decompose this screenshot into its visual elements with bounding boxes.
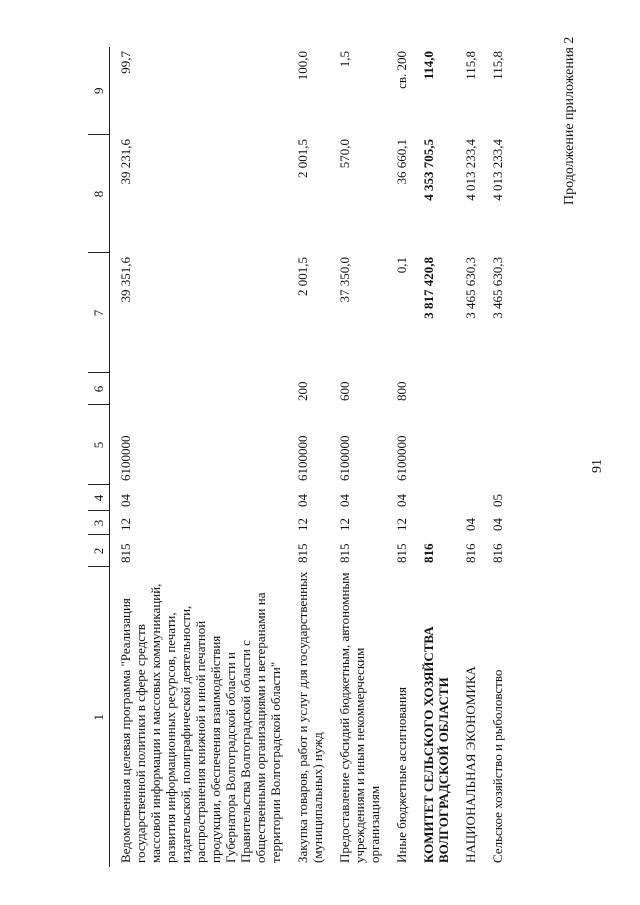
row-code-4: 04 (118, 494, 133, 507)
header-col-9: 9 (88, 47, 110, 135)
table-row (287, 47, 329, 867)
row-code-4: 04 (295, 494, 310, 507)
row-code-5 (455, 405, 482, 485)
row-code-3: 04 (490, 518, 505, 531)
row-code-4 (413, 485, 455, 511)
row-code-2: 815 (394, 543, 409, 563)
header-col-8: 8 (88, 135, 110, 253)
row-code-2: 816 (463, 543, 478, 563)
row-code-5 (482, 405, 509, 485)
table-row (386, 47, 413, 867)
row-code-6: 200 (295, 381, 310, 401)
row-name: Предоставление субсидий бюджетным, автономным учреждениям и иным некоммерческим организациям (337, 572, 382, 863)
row-code-5: 6100000 (394, 435, 409, 481)
row-value-8: 4 013 233,4 (463, 139, 478, 201)
table-row (482, 47, 509, 867)
row-value-7: 2 001,5 (295, 257, 310, 296)
row-code-3: 04 (463, 518, 478, 531)
row-name: КОМИТЕТ СЕЛЬСКОГО ХОЗЯЙСТВА ВОЛГОГРАДСКОЙ ОБЛАСТИ (421, 626, 451, 863)
row-value-8: 4 013 233,4 (490, 139, 505, 201)
row-name: Сельское хозяйство и рыболовство (490, 669, 505, 863)
header-col-6: 6 (88, 373, 110, 405)
row-code-4: 05 (490, 494, 505, 507)
table-row (413, 47, 455, 867)
header-col-4: 4 (88, 485, 110, 511)
row-value-9: 99,7 (118, 51, 133, 74)
row-value-7: 39 351,6 (118, 257, 133, 303)
row-name: НАЦИОНАЛЬНАЯ ЭКОНОМИКА (463, 666, 478, 863)
row-name: Закупка товаров, работ и услуг для государственных (муниципальных) нужд (295, 571, 325, 863)
header-col-2: 2 (88, 535, 110, 567)
row-code-4 (455, 485, 482, 511)
row-value-8: 570,0 (337, 139, 352, 169)
header-col-3: 3 (88, 511, 110, 535)
budget-table (88, 47, 509, 867)
row-code-6 (110, 373, 288, 405)
row-value-9: 1,5 (337, 51, 352, 68)
row-code-6 (482, 373, 509, 405)
row-value-8: 4 353 705,5 (421, 139, 436, 201)
row-code-2: 816 (490, 543, 505, 563)
row-code-4: 04 (337, 494, 352, 507)
row-value-7: 0,1 (394, 257, 409, 274)
row-code-2: 815 (337, 543, 352, 563)
page-number: 91 (590, 459, 605, 473)
row-code-4: 04 (394, 494, 409, 507)
row-value-9: 115,8 (463, 51, 478, 80)
row-code-5 (413, 405, 455, 485)
header-col-1: 1 (88, 567, 110, 867)
row-value-9: 100,0 (295, 51, 310, 81)
row-code-3: 12 (394, 518, 409, 531)
row-value-7: 3 465 630,3 (463, 257, 478, 319)
row-code-3: 12 (118, 518, 133, 531)
row-code-5: 6100000 (337, 435, 352, 481)
row-value-9: 114,0 (421, 51, 436, 80)
row-value-7: 3 817 420,8 (421, 257, 436, 319)
row-code-6: 600 (337, 381, 352, 401)
row-code-3: 12 (337, 518, 352, 531)
header-col-5: 5 (88, 405, 110, 485)
row-value-7: 3 465 630,3 (490, 257, 505, 319)
row-value-8: 36 660,1 (394, 139, 409, 185)
row-value-8: 2 001,5 (295, 139, 310, 178)
row-code-2: 815 (118, 543, 133, 563)
table-row (329, 47, 386, 867)
row-code-2: 816 (421, 543, 436, 563)
row-code-6 (413, 373, 455, 405)
table-row (110, 47, 288, 867)
row-value-7: 37 350,0 (337, 257, 352, 303)
table-row (455, 47, 482, 867)
table-header-row (88, 47, 110, 867)
row-code-6: 800 (394, 381, 409, 401)
row-code-5: 6100000 (295, 435, 310, 481)
header-col-7: 7 (88, 253, 110, 373)
row-name: Ведомственная целевая программа "Реализация государственной политики в сфере средств массовой информации и массовых коммуникаций, развития информационных ресурсов, печати, издательской, полиграфической деятельности, распространения книжной и иной печатной продукции, обеспечения взаимодействия Губернатора Волгоградской области и Правительства Волгоградской области с общественными организациями и ветеранами на территории Волгоградской области" (118, 583, 283, 863)
row-value-9: св. 200 (394, 51, 409, 89)
row-code-6 (455, 373, 482, 405)
row-value-8: 39 231,6 (118, 139, 133, 185)
continuation-label: Продолжение приложения 2 (562, 36, 577, 205)
row-value-9: 115,8 (490, 51, 505, 80)
row-code-3 (413, 511, 455, 535)
row-code-3: 12 (295, 518, 310, 531)
row-code-5: 6100000 (118, 435, 133, 481)
row-name: Иные бюджетные ассигнования (394, 686, 409, 863)
row-code-2: 815 (295, 543, 310, 563)
